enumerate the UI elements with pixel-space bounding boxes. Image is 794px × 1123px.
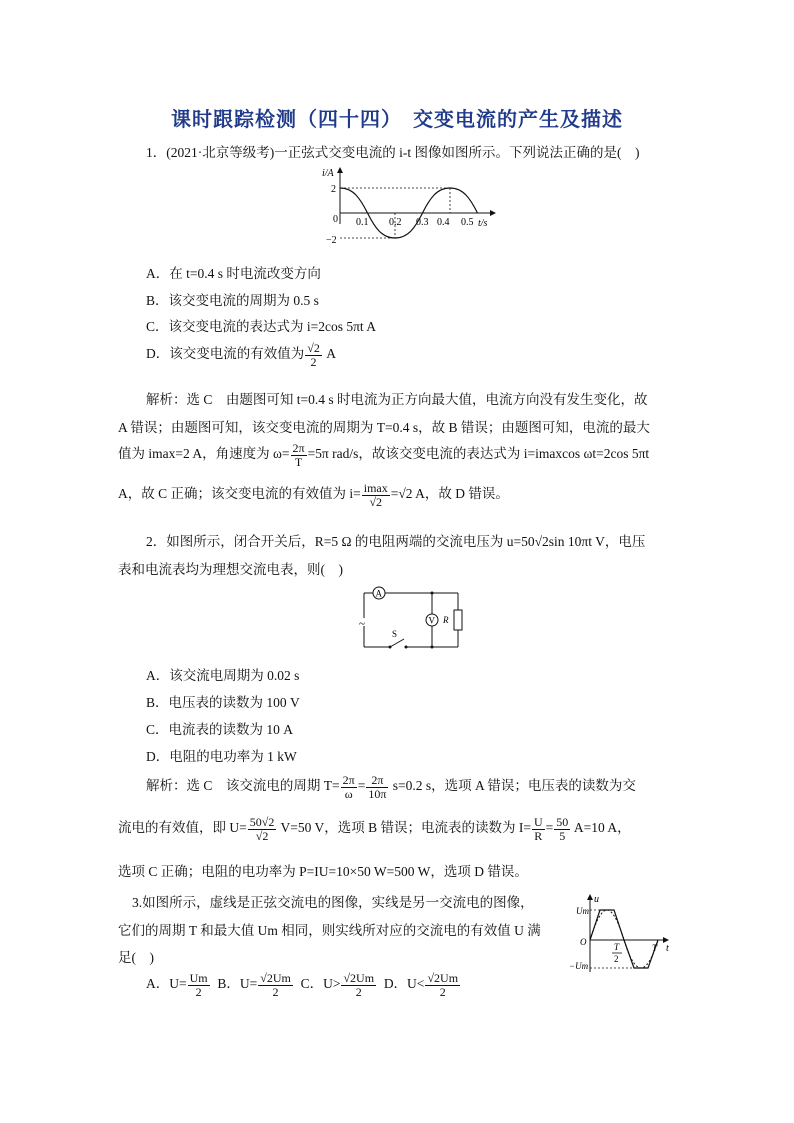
q1-xtick-0.2: 0.2 [389,217,402,228]
text: V=50 V，选项 B 错误；电流表的读数为 I= [277,820,531,836]
q1-xtick-0.1: 0.1 [356,217,369,228]
q1-stem: 1．(2021·北京等级考)一正弦式交变电流的 i-t 图像如图所示。下列说法正确的是( ) [146,145,640,160]
denominator: R [534,828,543,843]
q2-option-c: C．电流表的读数为 10 A [146,722,294,737]
denominator: 2 [439,984,446,999]
numerator: imax [363,481,388,495]
q1-option-d-unit: A [322,346,336,362]
q1-option-a: A．在 t=0.4 s 时电流改变方向 [146,266,321,281]
q3-neg-um-label: −Um [569,961,589,971]
text: A，故 C 正确；该交变电流的有效值为 i= [118,486,361,502]
switch-blade [390,639,404,647]
denominator: 5 [559,828,566,843]
q1-ytick-neg2: −2 [326,235,337,246]
q2-stem-line-1: 2．如图所示，闭合开关后，R=5 Ω 的电阻两端的交流电压为 u=50√2sin 10πt V，电压 [146,534,646,549]
denominator: 2 [195,984,202,999]
text: =5π rad/s，故该交变电流的表达式为 i=imaxcos ωt=2cos 5πt [307,446,650,462]
fraction [291,442,307,468]
resistor-icon [454,610,462,630]
fraction [554,816,570,842]
q1-it-graph [318,164,508,250]
text: s=0.2 s，选项 A 错误；电压表的读数为交 [389,778,636,794]
q2-stem-line-2: 表和电流表均为理想交流电表，则( ) [118,562,343,577]
text: 流电的有效值，即 U= [118,820,247,836]
fraction [341,774,357,800]
junction [431,646,434,649]
q1-option-d-fraction [305,342,322,368]
switch-label: S [392,629,398,639]
fraction [425,972,460,998]
numerator: 2π [342,773,355,787]
x-axis-arrow [490,210,496,216]
y-axis-arrow [337,167,343,173]
q3-ut-graph [562,890,680,974]
denominator: ω [344,786,353,801]
q2-analysis-line-2 [118,816,631,842]
ammeter-label: A [375,588,382,599]
text: 值为 imax=2 A，角速度为 ω= [118,446,290,462]
denominator: √2 [369,494,383,509]
text: A=10 A， [571,820,631,836]
resistor-label: R [443,615,449,625]
switch-contact [405,646,408,649]
text: 解析：选 C 该交流电的周期 T= [146,778,340,794]
q1-xtick-0.5: 0.5 [461,217,474,228]
q2-option-d: D．电阻的电功率为 1 kW [146,749,297,764]
fraction [188,972,210,998]
denominator: 2 [355,984,362,999]
q1-y-label: i/A [322,168,334,179]
numerator: √2 [307,341,320,355]
numerator: √2Um [427,971,459,985]
page-title: 课时跟踪检测（四十四） 交变电流的产生及描述 [171,109,623,131]
denominator: √2 [255,828,269,843]
q2-analysis-line-1 [146,774,636,800]
q3-option-c: C．U> [300,976,341,992]
denominator: 2 [272,984,279,999]
fraction [341,972,376,998]
fraction [258,972,293,998]
q1-analysis-line-1: 解析：选 C 由题图可知 t=0.4 s 时电流为正方向最大值，电流方向没有发生变化，故 [146,392,648,407]
numerator: U [533,815,543,829]
q3-option-d: D．U< [383,976,425,992]
q3-option-b: B．U= [217,976,258,992]
q3-trapezoid-solid-curve [590,910,658,968]
q1-analysis-line-2: A 错误；由题图可知，该交变电流的周期为 T=0.4 s，故 B 错误；由题图可知，电流的最大 [118,420,650,435]
q3-um-label: Um [576,906,589,916]
numerator: √2Um [260,971,291,985]
q1-option-d [146,342,336,368]
q1-analysis-line-3 [118,442,649,468]
switch-contact [389,646,392,649]
q1-analysis-line-4 [118,482,509,508]
numerator: 50 [556,815,569,829]
q1-option-b: B．该交变电流的周期为 0.5 s [146,293,319,308]
q3-stem-line-1: 3.如图所示，虚线是正弦交流电的图像，实线是另一交流电的图像， [132,895,534,910]
text: = [357,778,366,794]
q3-half-t-den: 2 [614,954,619,964]
q3-y-label: u [594,894,599,905]
q2-option-b: B．电压表的读数为 100 V [146,695,300,710]
numerator: 2π [292,441,305,455]
q1-option-c: C．该交变电流的表达式为 i=2cos 5πt A [146,319,377,334]
fraction [362,482,390,508]
q3-x-label: t [666,943,669,954]
voltmeter-label: V [428,615,435,626]
text: =√2 A，故 D 错误。 [390,486,509,502]
q3-stem-line-2: 它们的周期 T 和最大值 Um 相同，则实线所对应的交流电的有效值 U 满 [118,923,541,938]
fraction [366,774,388,800]
denominator: 10π [368,786,387,801]
q3-option-a: A．U= [146,976,187,992]
q2-option-a: A．该交流电周期为 0.02 s [146,668,300,683]
q1-x-label: t/s [478,218,488,229]
q1-xtick-0.4: 0.4 [437,217,450,228]
numerator: √2Um [343,971,375,985]
q3-origin: O [580,937,587,947]
q3-options [146,972,461,998]
text: = [545,820,554,836]
q1-origin: 0 [333,214,338,225]
fraction [248,816,277,842]
q1-ytick-2: 2 [331,184,336,195]
fraction [532,816,545,842]
q2-circuit-diagram [352,585,470,655]
ac-source-icon: ~ [359,618,365,630]
q2-analysis-line-3: 选项 C 正确；电阻的电功率为 P=IU=10×50 W=500 W，选项 D 错误。 [118,864,528,879]
denominator: 2 [310,354,317,369]
junction [431,592,434,595]
q1-xtick-0.3: 0.3 [416,217,429,228]
numerator: 2π [366,774,388,788]
numerator: Um [189,971,208,985]
q3-t-label: T [652,943,658,953]
q3-stem-line-3: 足( ) [118,950,154,965]
y-axis-arrow [587,894,593,900]
numerator: 50√2 [249,815,275,829]
q1-option-d-text: D．该交变电流的有效值为 [146,346,305,362]
denominator: T [294,454,303,469]
q3-half-t-num: T [614,942,620,952]
